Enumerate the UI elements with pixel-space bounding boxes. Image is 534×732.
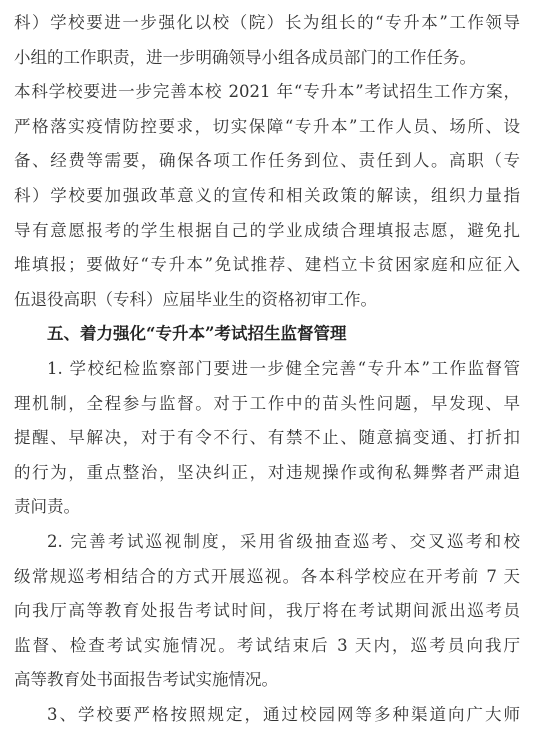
text-line: 本科学校要进一步完善本校 2021 年“专升本”考试招生工作方案， <box>14 82 520 102</box>
text-line: 备、经费等需要，确保各项工作任务到位、责任到人。高职（专 <box>14 151 520 171</box>
text-line: 理机制，全程参与监督。对于工作中的苗头性问题，早发现、早 <box>14 393 520 413</box>
text-line: 堆填报；要做好“专升本”免试推荐、建档立卡贫困家庭和应征入 <box>14 255 520 275</box>
text-line: 1. 学校纪检监察部门要进一步健全完善“专升本”工作监督管 <box>47 358 520 378</box>
text-line: 小组的工作职责，进一步明确领导小组各成员部门的工作任务。 <box>14 47 476 67</box>
text-line: 科）学校要进一步强化以校（院）长为组长的“专升本”工作领导 <box>14 13 520 32</box>
text-line: 导有意愿报考的学生根据自己的学业成绩合理填报志愿，避免扎 <box>14 220 520 240</box>
text-line: 的行为，重点整治，坚决纠正，对违规操作或徇私舞弊者严肃追 <box>14 462 520 482</box>
text-line: 伍退役高职（专科）应届毕业生的资格初审工作。 <box>14 289 377 309</box>
text-line: 向我厅高等教育处报告考试时间，我厅将在考试期间派出巡考员 <box>14 601 520 621</box>
text-line: 2. 完善考试巡视制度，采用省级抽查巡考、交叉巡考和校 <box>47 531 520 551</box>
text-line: 严格落实疫情防控要求，切实保障“专升本”工作人员、场所、设 <box>14 116 520 136</box>
text-line: 高等教育处书面报告考试实施情况。 <box>14 670 278 690</box>
text-line: 监督、检查考试实施情况。考试结束后 3 天内，巡考员向我厅 <box>14 635 520 655</box>
text-line: 责问责。 <box>14 497 80 517</box>
text-line: 提醒、早解决，对于有令不行、有禁不止、随意搞变通、打折扣 <box>14 428 520 448</box>
section-heading: 五、着力强化“专升本”考试招生监督管理 <box>47 324 347 344</box>
text-line: 3、学校要严格按照规定，通过校园网等多种渠道向广大师 <box>47 704 520 724</box>
text-line: 科）学校要加强政革意义的宣传和相关政策的解读，组织力量指 <box>14 185 520 205</box>
text-line: 级常规巡考相结合的方式开展巡视。各本科学校应在开考前 7 天 <box>14 566 520 586</box>
